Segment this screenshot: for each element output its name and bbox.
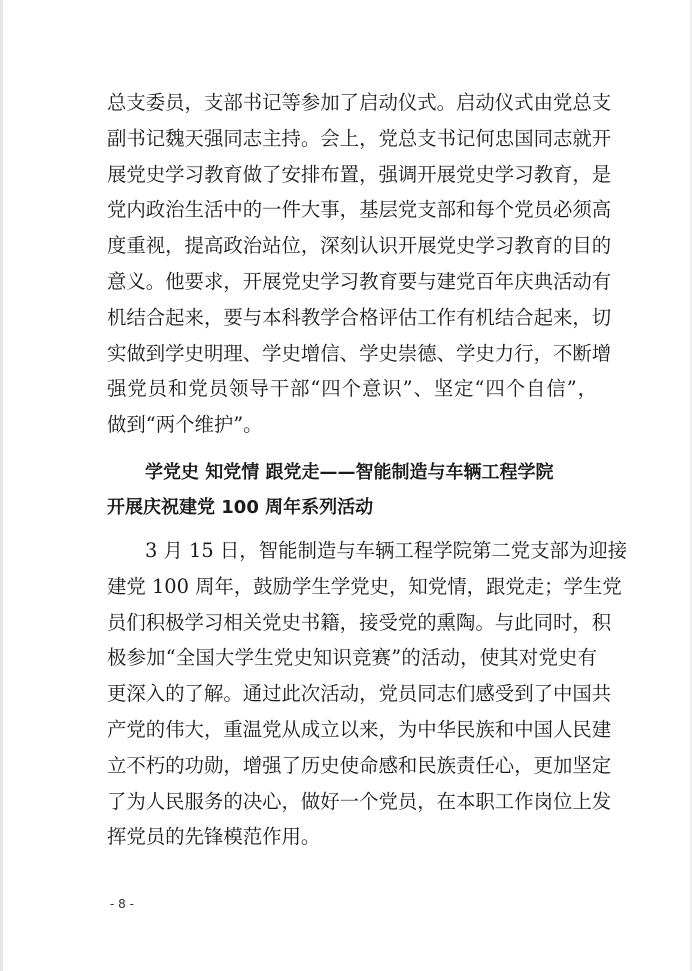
text-line: 立不朽的功勋，增强了历史使命感和民族责任心，更加坚定 xyxy=(107,753,612,777)
text-line: 3 月 15 日，智能制造与车辆工程学院第二党支部为迎接 xyxy=(145,539,628,562)
text-line: 实做到学史明理、学史增信、学史崇德、学史力行，不断增 xyxy=(107,341,612,365)
text-line: 员们积极学习相关党史书籍，接受党的熏陶。与此同时，积 xyxy=(107,610,612,634)
text-line: 极参加“全国大学生党史知识竞赛”的活动，使其对党史有 xyxy=(107,646,597,670)
text-line: 度重视，提高政治站位，深刻认识开展党史学习教育的目的 xyxy=(107,234,612,258)
text-line: 机结合起来，要与本科教学合格评估工作有机结合起来，切 xyxy=(107,305,612,329)
text-line: 建党 100 周年，鼓励学生学党史，知党情，跟党走；学生党 xyxy=(107,574,622,598)
text-line: 副书记魏天强同志主持。会上，党总支书记何忠国同志就开 xyxy=(107,126,612,150)
paragraph-body xyxy=(107,533,628,855)
text-line: 展党史学习教育做了安排布置，强调开展党史学习教育，是 xyxy=(107,162,612,186)
page-left-edge xyxy=(0,0,3,971)
text-line: 强党员和党员领导干部“四个意识”、坚定“四个自信”， xyxy=(107,377,597,401)
text-line: 挥党员的先锋模范作用。 xyxy=(107,825,321,849)
text-line: 产党的伟大，重温党从成立以来，为中华民族和中国人民建 xyxy=(107,717,612,741)
text-line: 党内政治生活中的一件大事，基层党支部和每个党员必须高 xyxy=(107,198,612,222)
text-line: 做到“两个维护”。 xyxy=(107,413,263,437)
text-line: 意义。他要求，开展党史学习教育要与建党百年庆典活动有 xyxy=(107,269,612,293)
page-number: - 8 - xyxy=(110,897,134,911)
section-heading xyxy=(107,455,597,525)
text-line: 了为人民服务的决心，做好一个党员，在本职工作岗位上发 xyxy=(107,789,612,813)
heading-line: 学党史 知党情 跟党走——智能制造与车辆工程学院 xyxy=(145,462,554,483)
paragraph-continued xyxy=(107,85,612,443)
heading-line: 开展庆祝建党 100 周年系列活动 xyxy=(107,497,374,518)
text-line: 更深入的了解。通过此次活动，党员同志们感受到了中国共 xyxy=(107,682,612,706)
text-line: 总支委员，支部书记等参加了启动仪式。启动仪式由党总支 xyxy=(107,91,612,114)
